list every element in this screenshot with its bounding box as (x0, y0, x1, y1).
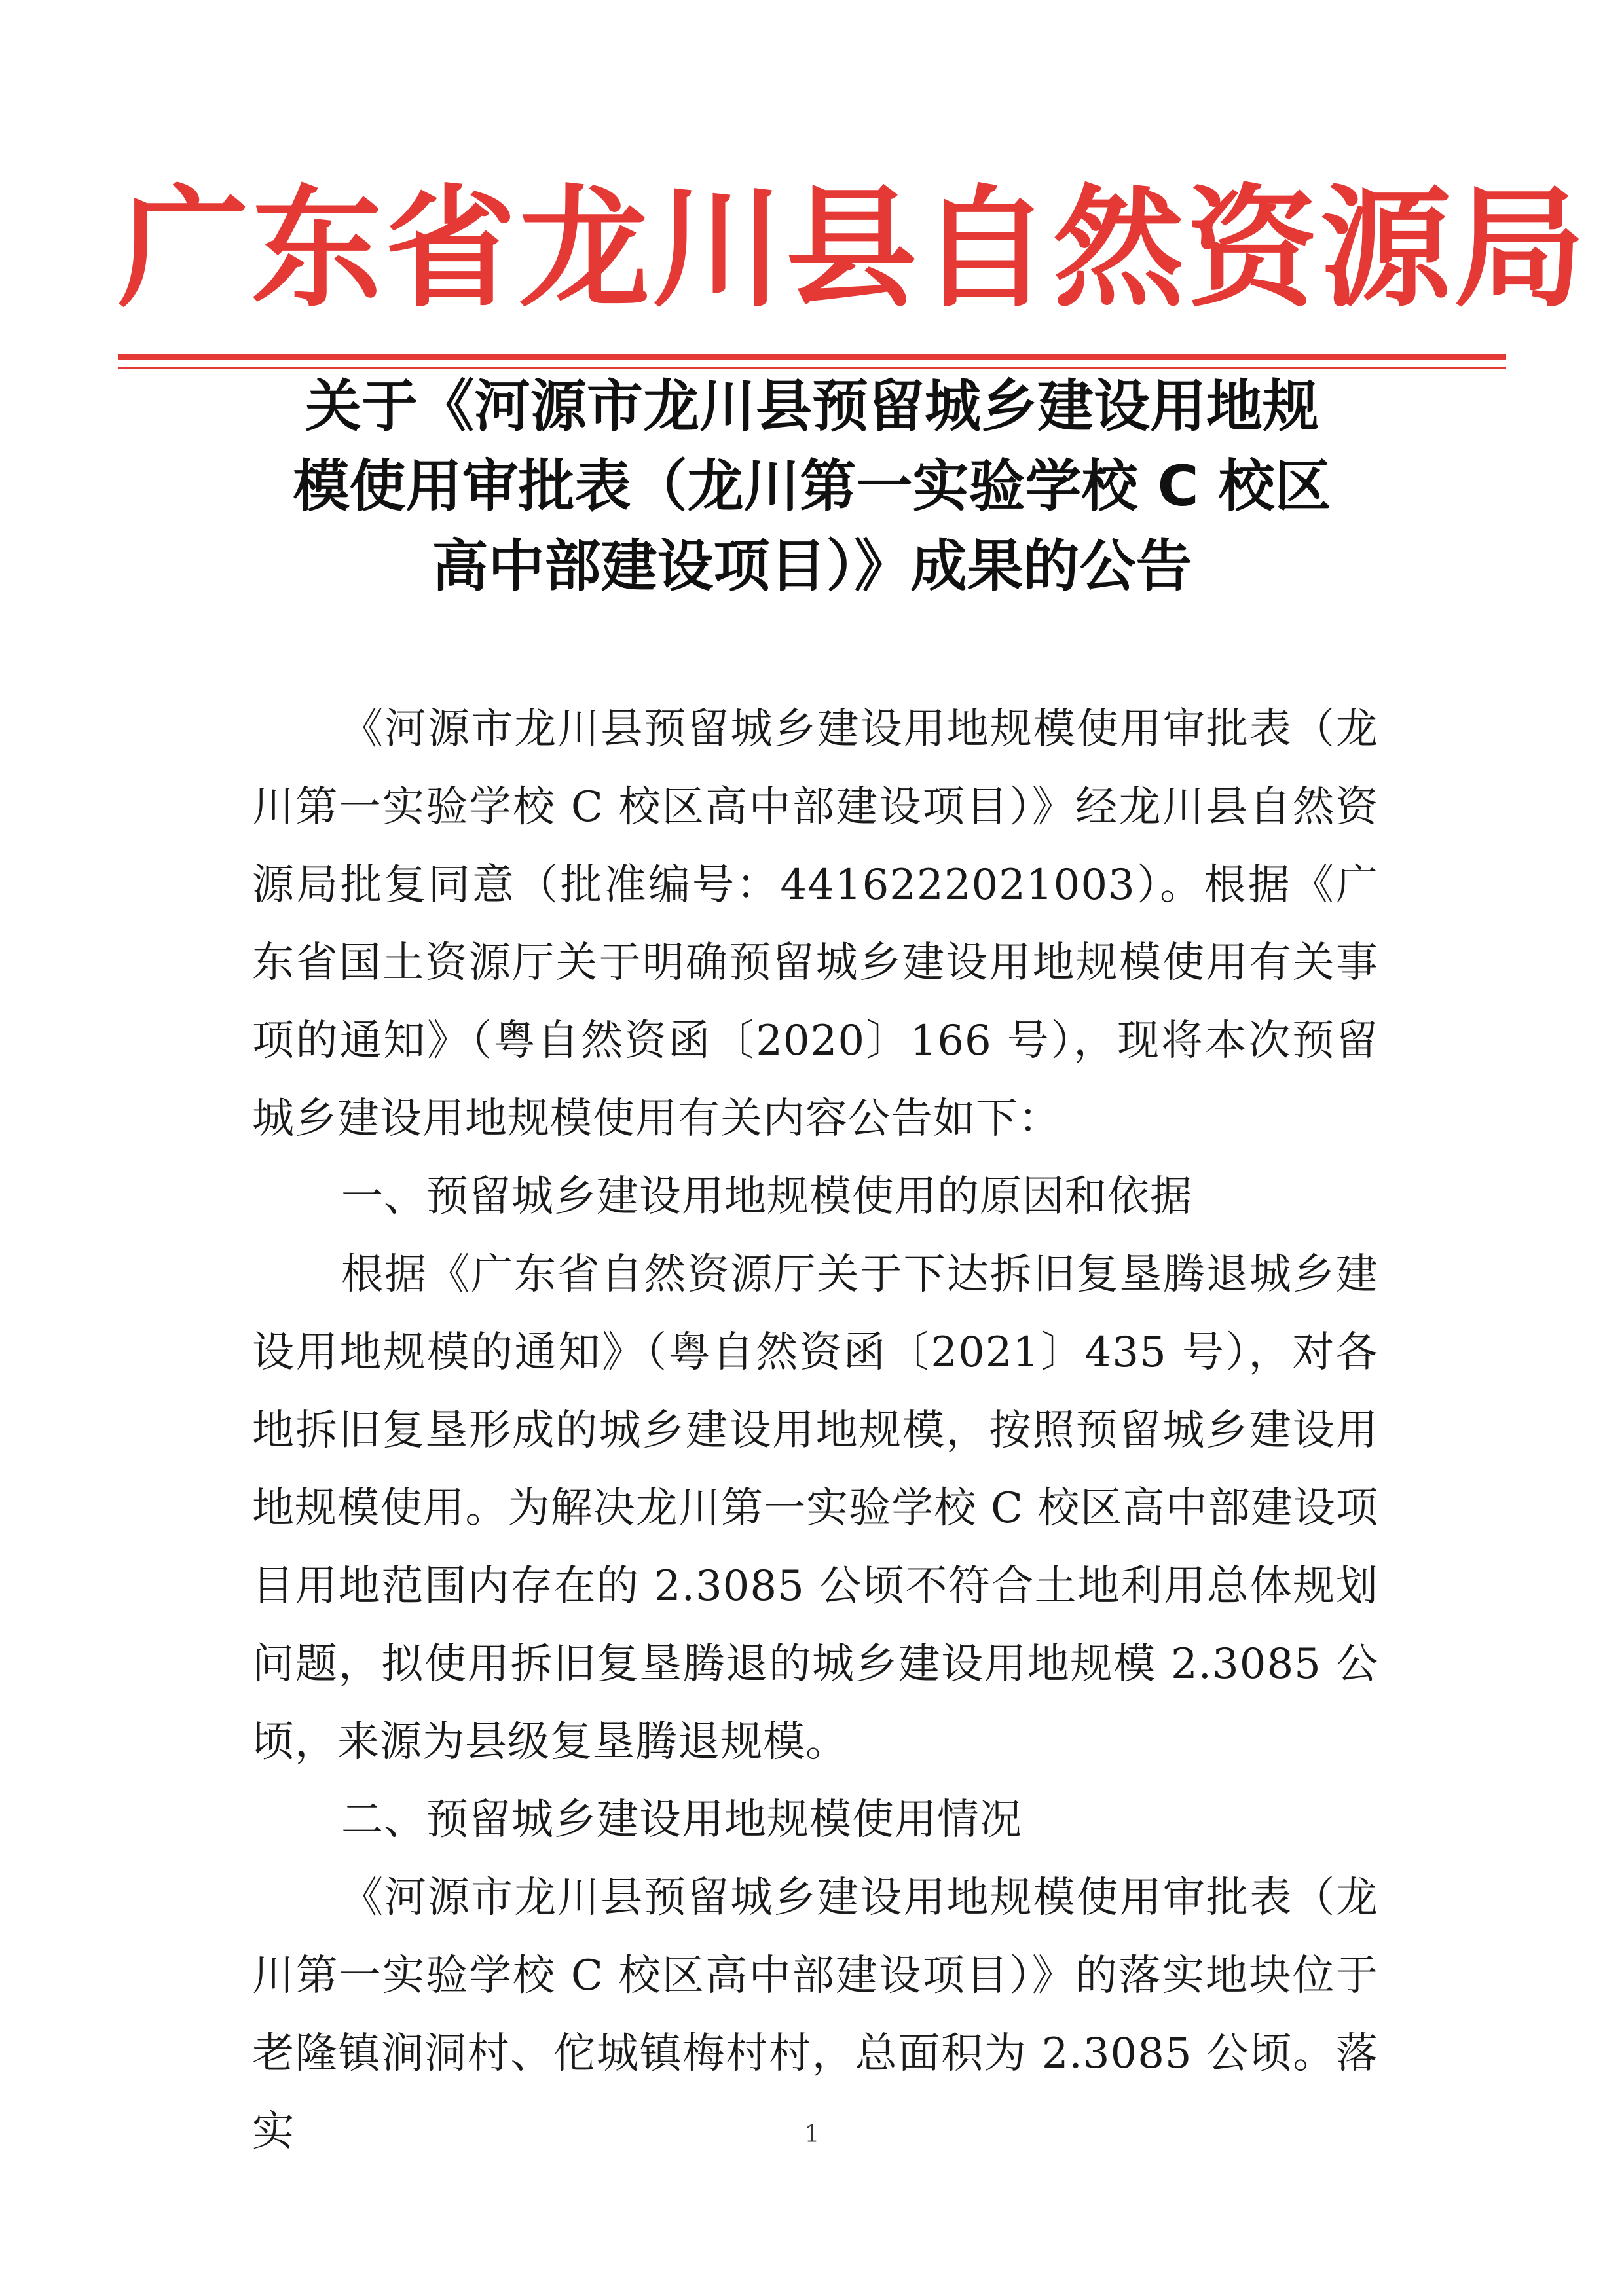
section-2-paragraph: 《河源市龙川县预留城乡建设用地规模使用审批表（龙川第一实验学校 C 校区高中部建设项目）》的落实地块位于老隆镇涧洞村、佗城镇梅村村，总面积为 2.3085 公顷。落实 (252, 1874, 1378, 2156)
section-1-heading: 一、预留城乡建设用地规模使用的原因和依据 (341, 1173, 1192, 1221)
intro-paragraph: 《河源市龙川县预留城乡建设用地规模使用审批表（龙川第一实验学校 C 校区高中部建设项目）》经龙川县自然资源局批复同意（批准编号：4416222021003）。根据《广东省国土资源厅关于明确预留城乡建设用地规模使用有关事项的通知》（粤自然资函〔2020〕166 号），现将本次预留城乡建设用地规模使用有关内容公告如下： (252, 705, 1378, 1143)
letterhead-rule-thick (118, 354, 1506, 360)
document-title (216, 367, 1408, 606)
org-letterhead: 广东省龙川县自然资源局 (118, 172, 1588, 325)
section-2-heading: 二、预留城乡建设用地规模使用情况 (341, 1796, 1022, 1844)
title-line-2: 模使用审批表（龙川第一实验学校 C 校区 (293, 454, 1331, 519)
page-number: 1 (804, 2121, 820, 2148)
document-body (252, 691, 1378, 2171)
section-1-paragraph: 根据《广东省自然资源厅关于下达拆旧复垦腾退城乡建设用地规模的通知》（粤自然资函〔2021〕435 号），对各地拆旧复垦形成的城乡建设用地规模，按照预留城乡建设用地规模使用。为解决龙川第一实验学校 C 校区高中部建设项目用地范围内存在的 2.3085 公顷不符合土地利用总体规划问题，拟使用拆旧复垦腾退的城乡建设用地规模 2.3085 公顷，来源为县级复垦腾退规模。 (252, 1250, 1378, 1766)
title-line-3: 高中部建设项目）》成果的公告 (432, 534, 1192, 599)
title-line-1: 关于《河源市龙川县预留城乡建设用地规 (305, 374, 1319, 439)
